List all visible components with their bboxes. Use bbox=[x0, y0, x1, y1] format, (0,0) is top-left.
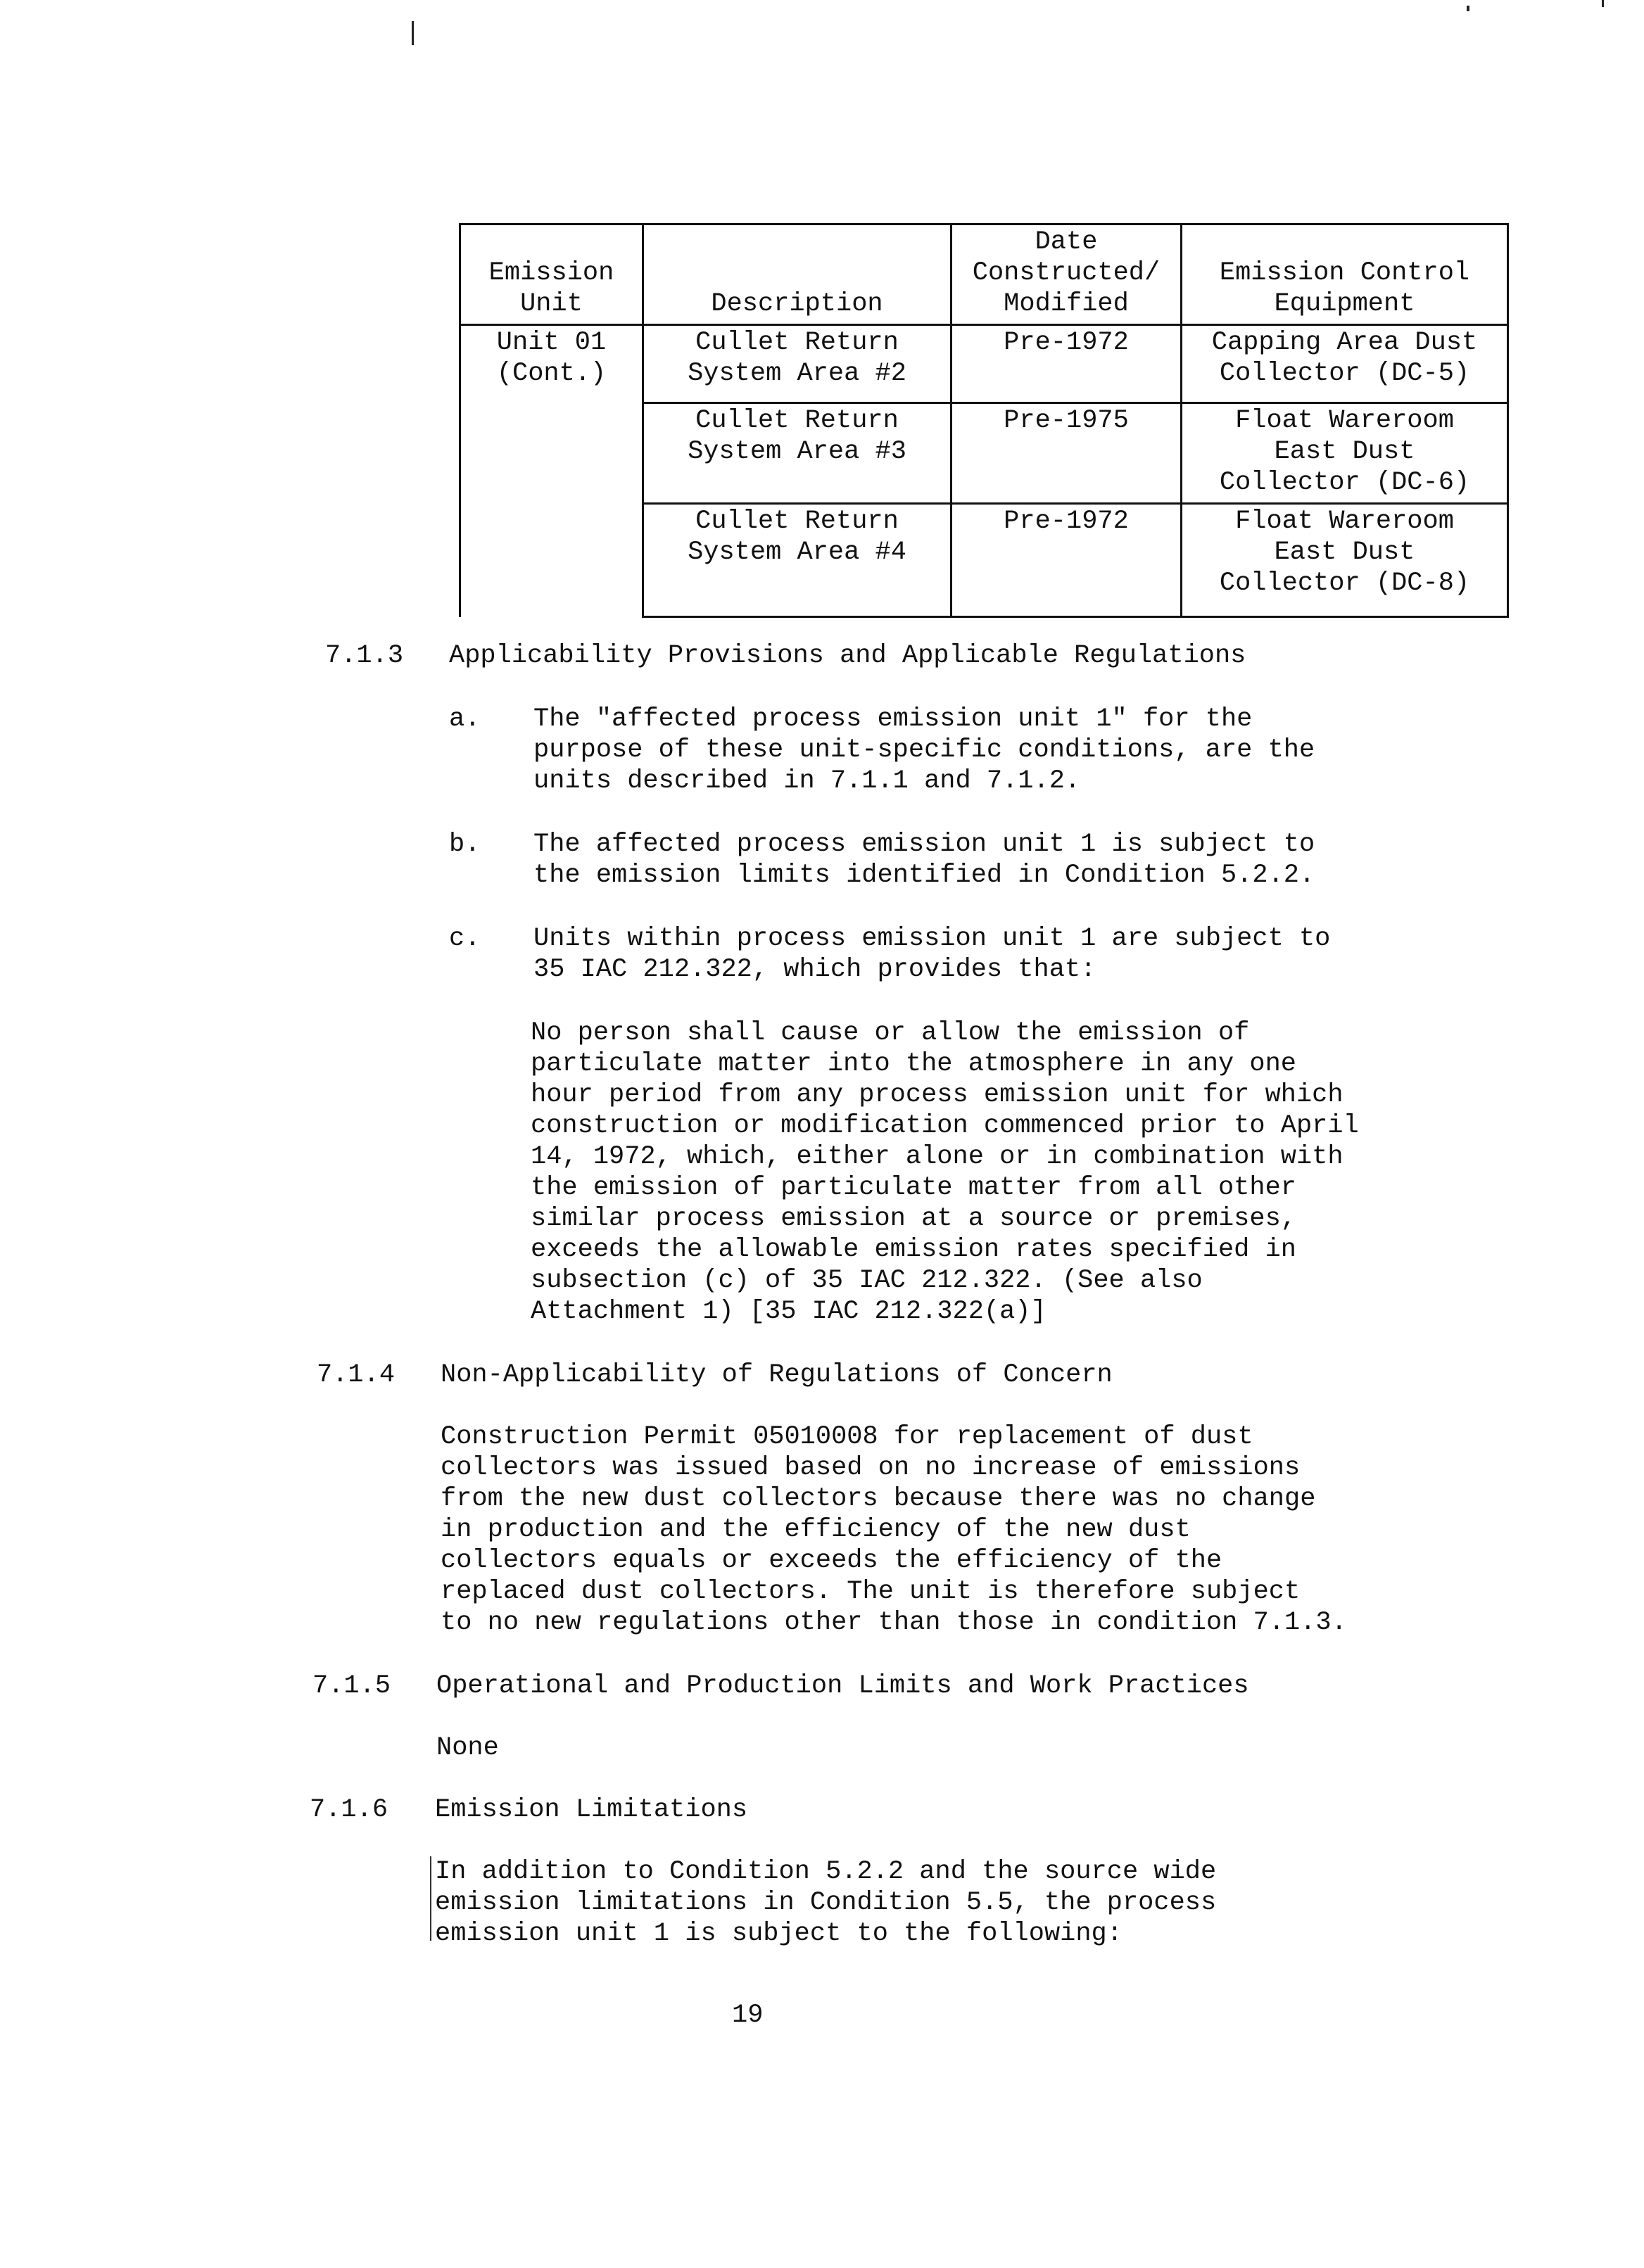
date-cell: Pre-1975 bbox=[951, 403, 1182, 504]
section-number: 7.1.5 bbox=[312, 1671, 391, 1701]
header-control-equipment: Emission Control Equipment bbox=[1182, 224, 1508, 325]
section-text: Construction Permit 05010008 for replacement of dust collectors was issued based on no increase of emissions from the new dust collectors because there was no change in production and the efficiency of the new dust collectors equals or exceeds the efficiency of the replaced dust collectors. The unit is therefore subject to no new regulations other than those in condition 7.1.3. bbox=[441, 1422, 1347, 1637]
table-row bbox=[460, 325, 1508, 403]
description-cell: Cullet Return System Area #3 bbox=[643, 403, 951, 504]
emission-unit-table bbox=[459, 223, 1509, 618]
item-label: b. bbox=[449, 830, 481, 859]
section-text: None bbox=[436, 1733, 499, 1763]
section-text: In addition to Condition 5.2.2 and the source wide emission limitations in Condition 5.5, the process emission unit 1 is subject to the following: bbox=[435, 1857, 1217, 1949]
section-title: Emission Limitations bbox=[435, 1795, 748, 1825]
header-description: Description bbox=[643, 224, 951, 325]
header-emission-unit: Emission Unit bbox=[460, 224, 643, 325]
item-text: The affected process emission unit 1 is subject to the emission limits identified in Condition 5.2.2. bbox=[533, 830, 1315, 890]
section-title: Operational and Production Limits and Work Practices bbox=[436, 1671, 1249, 1701]
date-cell: Pre-1972 bbox=[951, 504, 1182, 617]
revision-bar bbox=[430, 1856, 431, 1941]
control-cell: Float Wareroom East Dust Collector (DC-8) bbox=[1182, 504, 1508, 617]
section-title: Non-Applicability of Regulations of Concern bbox=[441, 1360, 1113, 1390]
control-cell: Capping Area Dust Collector (DC-5) bbox=[1182, 325, 1508, 403]
section-number: 7.1.6 bbox=[310, 1795, 388, 1825]
section-number: 7.1.4 bbox=[317, 1360, 396, 1390]
item-label: a. bbox=[449, 704, 481, 734]
scan-mark bbox=[412, 21, 414, 45]
date-cell: Pre-1972 bbox=[951, 325, 1182, 403]
regulation-quote: No person shall cause or allow the emission of particulate matter into the atmosphere in any one hour period from any process emission unit for which construction or modification commenced prior to April 14, 1972, which, either alone or in combination with the emission of particulate matter from all other similar process emission at a source or premises, exceeds the allowable emission rates specified in subsection (c) of 35 IAC 212.322. (See also Attachment 1) [35 IAC 212.322(a)] bbox=[531, 1018, 1359, 1326]
item-text: Units within process emission unit 1 are subject to 35 IAC 212.322, which provides that: bbox=[533, 924, 1331, 984]
page-number: 19 bbox=[732, 2001, 764, 2030]
section-title: Applicability Provisions and Applicable Regulations bbox=[449, 641, 1246, 671]
control-cell: Float Wareroom East Dust Collector (DC-6) bbox=[1182, 403, 1508, 504]
item-text: The "affected process emission unit 1" for the purpose of these unit-specific conditions, are the units described in 7.1.1 and 7.1.2. bbox=[533, 704, 1315, 796]
section-number: 7.1.3 bbox=[325, 641, 404, 671]
unit-cell: Unit 01 (Cont.) bbox=[460, 325, 643, 617]
scan-mark bbox=[1602, 0, 1604, 7]
description-cell: Cullet Return System Area #2 bbox=[643, 325, 951, 403]
table-header-row bbox=[460, 224, 1508, 325]
description-cell: Cullet Return System Area #4 bbox=[643, 504, 951, 617]
header-date: Date Constructed/ Modified bbox=[951, 224, 1182, 325]
item-label: c. bbox=[449, 924, 481, 954]
scan-mark bbox=[1467, 6, 1469, 11]
